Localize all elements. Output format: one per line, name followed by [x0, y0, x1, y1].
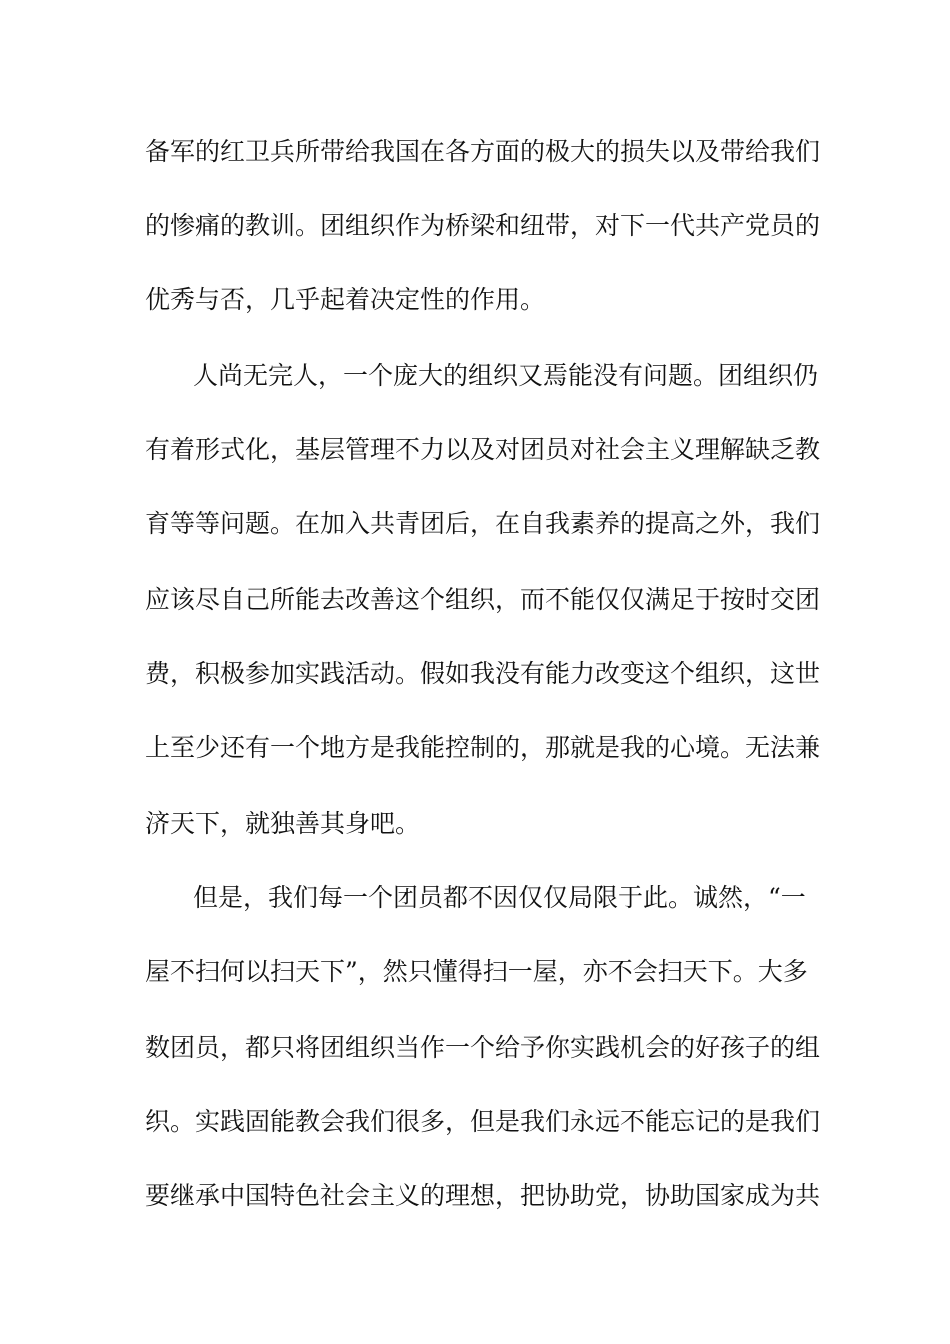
text-line-9: 上至少还有一个地方是我能控制的，那就是我的心境。无法兼 — [145, 733, 821, 762]
text-line-3: 优秀与否，几乎起着决定性的作用。 — [145, 285, 546, 314]
paragraph-3-first-line: 但是，我们每一个团员都不因仅仅局限于此。诚然，“一 — [193, 883, 806, 912]
text-line-14: 织。实践固能教会我们很多，但是我们永远不能忘记的是我们 — [145, 1107, 821, 1136]
text-line-6: 育等等问题。在加入共青团后，在自我素养的提高之外，我们 — [145, 509, 821, 538]
text-line-7: 应该尽自己所能去改善这个组织，而不能仅仅满足于按时交团 — [145, 585, 821, 614]
text-line-13: 数团员，都只将团组织当作一个给予你实践机会的好孩子的组 — [145, 1033, 821, 1062]
text-line-8: 费，积极参加实践活动。假如我没有能力改变这个组织，这世 — [145, 659, 821, 688]
text-line-10: 济天下，就独善其身吧。 — [145, 809, 421, 838]
text-line-12: 屋不扫何以扫天下”，然只懂得扫一屋，亦不会扫天下。大多 — [145, 957, 808, 986]
text-line-15: 要继承中国特色社会主义的理想，把协助党，协助国家成为共 — [145, 1181, 821, 1210]
paragraph-2-first-line: 人尚无完人，一个庞大的组织又焉能没有问题。团组织仍 — [193, 361, 819, 390]
text-line-5: 有着形式化，基层管理不力以及对团员对社会主义理解缺乏教 — [145, 435, 821, 464]
text-line-2: 的惨痛的教训。团组织作为桥梁和纽带，对下一代共产党员的 — [145, 211, 821, 240]
text-line-1: 备军的红卫兵所带给我国在各方面的极大的损失以及带给我们 — [145, 137, 821, 166]
